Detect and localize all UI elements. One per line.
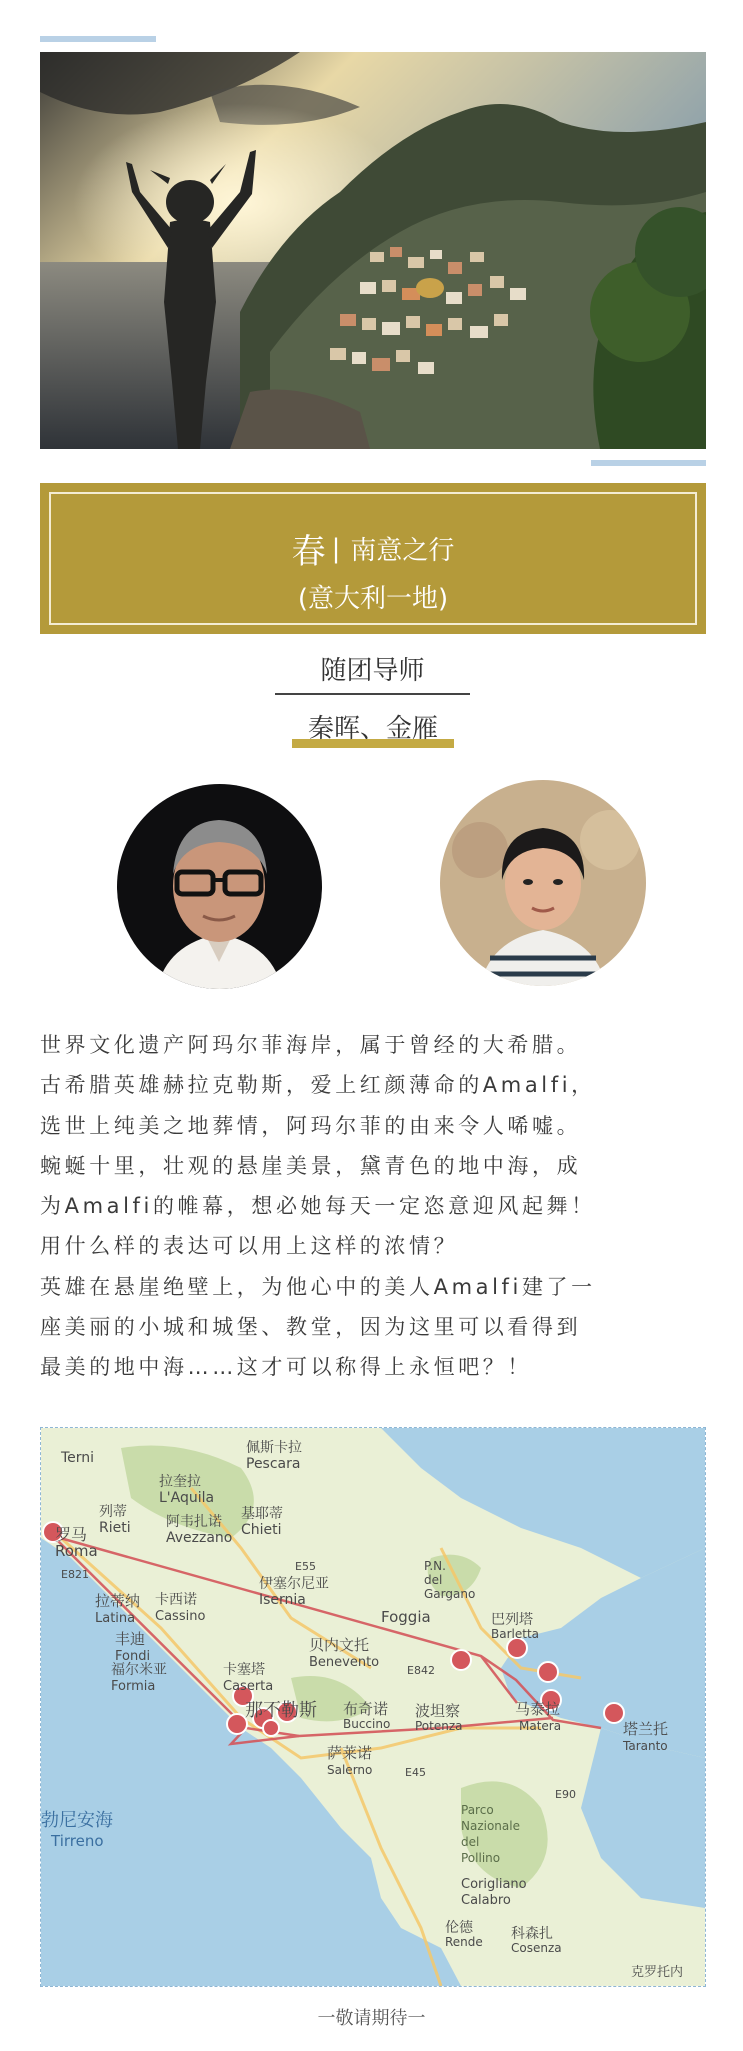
map-label: 基耶蒂 <box>241 1506 283 1522</box>
map-label: Gargano <box>424 1587 476 1601</box>
map-label: 卡西诺 <box>155 1592 197 1608</box>
map-label: P.N. <box>424 1559 446 1573</box>
title-banner-border <box>49 492 697 625</box>
map-label: Formia <box>111 1679 156 1694</box>
map-label: 阿韦扎诺 <box>166 1514 222 1530</box>
body-line: 选世上纯美之地葬情，阿玛尔菲的由来令人唏嘘。 <box>40 1113 582 1138</box>
title-season: 春 <box>291 532 326 572</box>
map-label: 佩斯卡拉 <box>246 1440 302 1456</box>
guide-divider <box>275 693 470 695</box>
map-label: del <box>424 1573 443 1587</box>
bottom-accent-rule <box>591 460 706 466</box>
map-label: Parco <box>461 1803 494 1817</box>
route-map <box>40 1427 706 1987</box>
map-label: Avezzano <box>166 1530 233 1546</box>
body-line: 为Amalfi的帷幕，想必她每天一定恣意迎风起舞！ <box>40 1194 596 1219</box>
map-label: Foggia <box>381 1608 431 1626</box>
map-label: 罗马 <box>55 1525 88 1544</box>
map-label: 丰迪 <box>115 1630 146 1648</box>
map-label: Isernia <box>259 1592 306 1608</box>
map-label: E821 <box>61 1568 89 1581</box>
map-label: Salerno <box>327 1763 373 1777</box>
map-label: 福尔米亚 <box>111 1662 167 1678</box>
title-line-2: (意大利一地) <box>297 584 449 614</box>
map-label: Calabro <box>461 1893 511 1908</box>
map-label: 塔兰托 <box>623 1720 669 1738</box>
body-line: 世界文化遗产阿玛尔菲海岸，属于曾经的大希腊。 <box>40 1033 582 1057</box>
title-line-1 <box>51 524 695 573</box>
hero-image-amalfi-coast <box>40 52 706 449</box>
map-label: 勃尼安海 <box>41 1810 113 1831</box>
map-label: Potenza <box>415 1719 463 1733</box>
map-label: E90 <box>555 1788 576 1801</box>
map-label: Matera <box>519 1719 562 1733</box>
map-label: 卡塞塔 <box>223 1662 265 1678</box>
map-label: Nazionale <box>461 1819 520 1833</box>
map-label: 那不勒斯 <box>245 1700 317 1721</box>
body-line: 蜿蜒十里，壮观的悬崖美景，黛青色的地中海，成 <box>40 1153 582 1178</box>
avatar-qin-hui <box>117 784 322 989</box>
map-label: Rende <box>445 1935 483 1949</box>
map-label: 波坦察 <box>415 1702 461 1720</box>
avatar-jin-yan <box>440 780 646 986</box>
map-label: del <box>461 1835 480 1849</box>
map-label: Caserta <box>223 1679 274 1694</box>
map-label: 贝内文托 <box>309 1636 370 1654</box>
map-label: Cassino <box>155 1609 206 1624</box>
body-text <box>40 1025 706 1388</box>
map-label: 拉蒂纳 <box>95 1592 141 1610</box>
title-banner <box>40 483 706 634</box>
map-label: 布奇诺 <box>343 1700 389 1718</box>
map-label: 拉奎拉 <box>159 1474 201 1490</box>
map-label: Roma <box>55 1542 98 1560</box>
map-label: Chieti <box>241 1522 282 1538</box>
map-label: 巴列塔 <box>491 1612 533 1628</box>
map-label: 萨莱诺 <box>327 1744 373 1762</box>
map-label: 克罗托内 <box>631 1965 684 1980</box>
map-label: 伊塞尔尼亚 <box>259 1576 329 1592</box>
map-label: 列蒂 <box>99 1504 127 1520</box>
body-line: 英雄在悬崖绝壁上，为他心中的美人Amalfi建了一 <box>40 1274 596 1299</box>
map-label: E45 <box>405 1766 426 1779</box>
map-label: Pollino <box>461 1851 501 1865</box>
guide-names-block <box>292 704 454 752</box>
map-label: Taranto <box>623 1739 668 1753</box>
map-label: 科森扎 <box>511 1926 553 1942</box>
guide-names: 秦晖、金雁 <box>307 714 438 744</box>
guide-label: 随团导师 <box>320 656 425 686</box>
map-label: E55 <box>295 1560 316 1573</box>
top-accent-rule <box>40 36 156 42</box>
body-line: 座美丽的小城和城堡、教堂，因为这里可以看得到 <box>40 1315 582 1340</box>
map-label: 伦德 <box>445 1920 473 1936</box>
body-line: 古希腊英雄赫拉克勒斯，爱上红颜薄命的Amalfi， <box>40 1073 596 1098</box>
map-label: Buccino <box>343 1717 391 1731</box>
map-label: Benevento <box>309 1655 380 1670</box>
map-label: Cosenza <box>511 1941 562 1955</box>
map-label: Rieti <box>99 1520 131 1536</box>
map-label: Latina <box>95 1611 136 1626</box>
map-label: Tirreno <box>51 1832 104 1850</box>
title-subtitle: 南意之行 <box>350 536 455 566</box>
map-label: Corigliano <box>461 1877 527 1892</box>
map-label: Terni <box>61 1450 95 1466</box>
title-separator: | <box>331 533 341 564</box>
map-label: E842 <box>407 1664 435 1677</box>
map-label: L'Aquila <box>159 1490 215 1506</box>
map-label: Barletta <box>491 1627 539 1641</box>
map-label: Pescara <box>246 1456 301 1472</box>
footer-note: 一敬请期待一 <box>317 2008 426 2029</box>
body-line: 用什么样的表达可以用上这样的浓情？ <box>40 1234 459 1259</box>
body-line: 最美的地中海……这才可以称得上永恒吧？！ <box>40 1355 532 1380</box>
map-label: Fondi <box>115 1649 151 1664</box>
map-label: 马泰拉 <box>515 1700 561 1718</box>
